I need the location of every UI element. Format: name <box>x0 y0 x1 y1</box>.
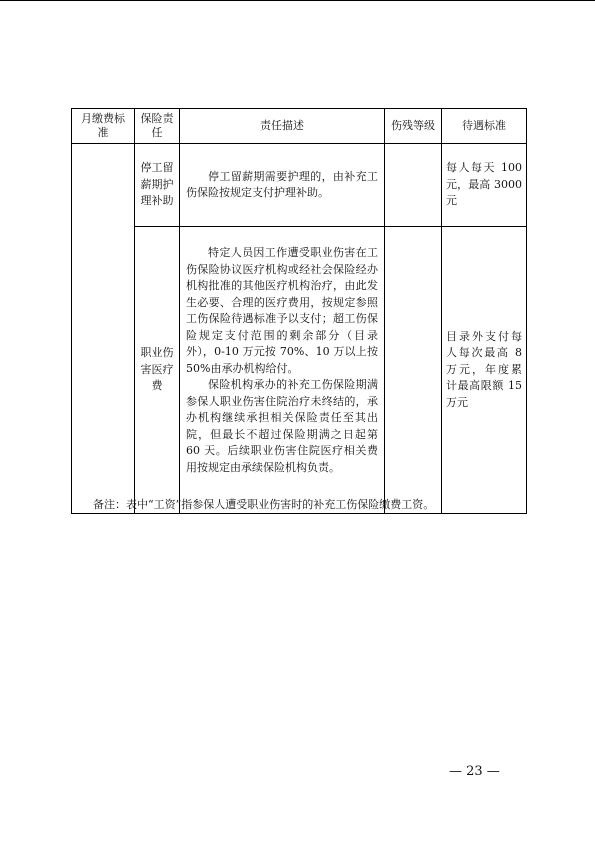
insurance-item-cell: 停工留薪期护理补助 <box>135 144 180 227</box>
header-description: 责任描述 <box>180 109 385 144</box>
month-fee-cell <box>72 144 135 514</box>
table-row <box>72 144 527 227</box>
page-number: — 23 — <box>449 764 500 779</box>
benefit-cell: 每人每天 100 元，最高 3000 元 <box>442 144 527 227</box>
description-cell <box>180 144 385 227</box>
description-paragraph: 特定人员因工作遭受职业伤害在工伤保险协议医疗机构或经社会保险经办机构批准的其他医疗机构治疗，由此发生必要、合理的医疗费用，按规定参照工伤保险待遇标准予以支付；超工伤保险规定支付范围的剩余部分（目录外），0-10 万元按 70%、10 万以上按 50%由承办机构给付。 <box>186 246 378 375</box>
header-month-fee: 月缴费标准 <box>72 109 135 144</box>
table-header-row <box>72 109 527 144</box>
description-cell <box>180 227 385 514</box>
description-paragraph: 保险机构承办的补充工伤保险期满参保人职业伤害住院治疗未终结的，承办机构继续承担相关保险责任至其出院，但最长不超过保险期满之日起第 60 天。后续职业伤害住院医疗相关费用按规定由承续保险机构负责。 <box>186 378 378 474</box>
benefit-cell: 目录外支付每人每次最高 8 万元，年度累计最高限额 15 万元 <box>442 227 527 514</box>
disability-grade-cell <box>385 144 442 227</box>
insurance-benefit-table <box>71 108 527 514</box>
table-row <box>72 227 527 514</box>
description-paragraph: 停工留薪期需要护理的，由补充工伤保险按规定支付护理补助。 <box>186 169 378 199</box>
table-footnote: 备注：表中“工资”指参保人遭受职业伤害时的补充工伤保险缴费工资。 <box>93 498 435 511</box>
insurance-item-cell: 职业伤害医疗费 <box>135 227 180 514</box>
header-insurance-item: 保险责任 <box>135 109 180 144</box>
header-disability-grade: 伤残等级 <box>385 109 442 144</box>
top-border-line <box>0 0 595 1</box>
disability-grade-cell <box>385 227 442 514</box>
header-benefit-standard: 待遇标准 <box>442 109 527 144</box>
